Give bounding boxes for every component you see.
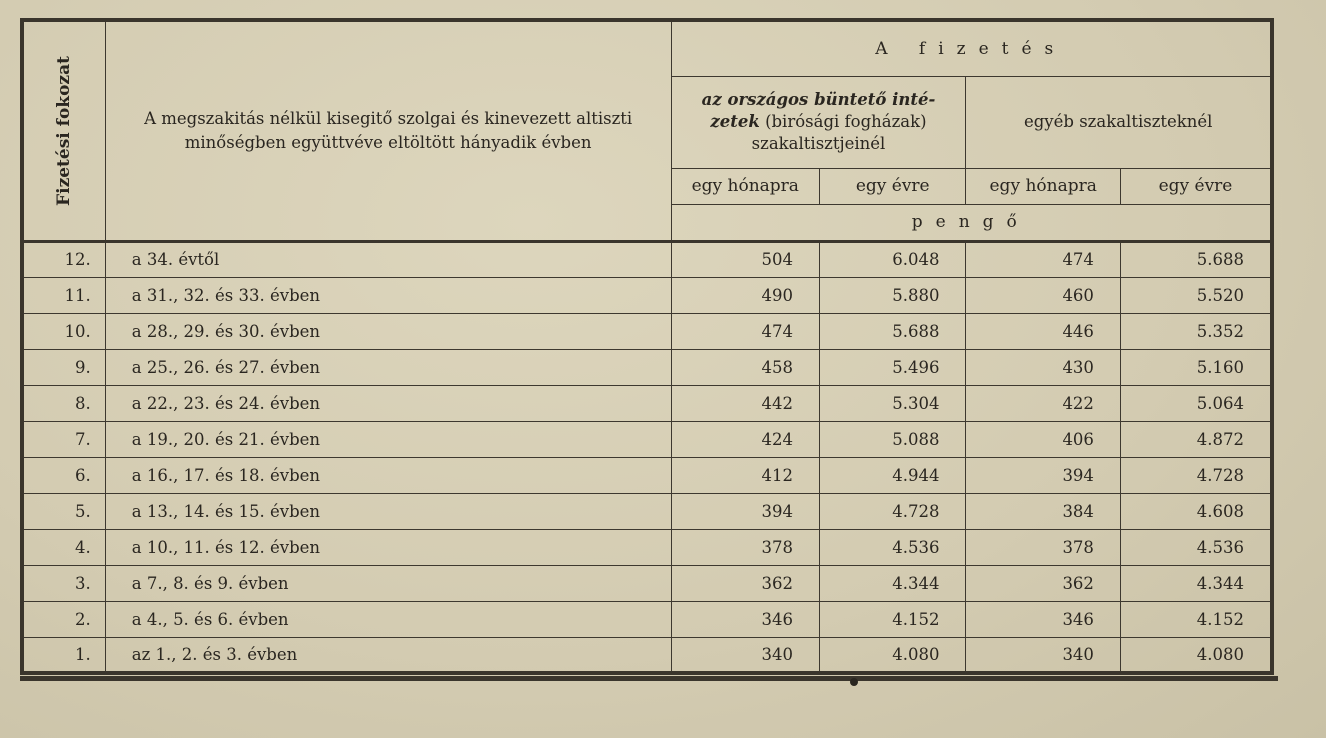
table-row (22, 313, 1272, 349)
year-other-cell: 5.520 (1120, 277, 1272, 313)
month-penal-cell: 378 (671, 529, 819, 565)
grade-cell: 6. (22, 457, 105, 493)
year-penal-cell: 5.304 (820, 385, 966, 421)
unit-label: pengő (671, 204, 1272, 241)
month-other-cell: 460 (966, 277, 1120, 313)
month-penal-cell: 504 (671, 241, 819, 277)
table-row (22, 421, 1272, 457)
grade-header-cell (22, 20, 105, 241)
month-other-cell: 474 (966, 241, 1120, 277)
year-other-cell: 4.080 (1120, 637, 1272, 673)
year-other-cell: 4.728 (1120, 457, 1272, 493)
year-penal-cell: 5.688 (820, 313, 966, 349)
month-other-cell: 422 (966, 385, 1120, 421)
month-penal-cell: 394 (671, 493, 819, 529)
month-other-cell: 378 (966, 529, 1120, 565)
year-other-cell: 5.688 (1120, 241, 1272, 277)
year-other-cell: 4.344 (1120, 565, 1272, 601)
bottom-rule (20, 676, 1278, 681)
grade-header-label: Fizetési fokozat (54, 55, 75, 206)
month-penal-cell: 424 (671, 421, 819, 457)
year-other-cell: 5.352 (1120, 313, 1272, 349)
year-other-cell: 4.872 (1120, 421, 1272, 457)
years-cell: a 19., 20. és 21. évben (105, 421, 671, 457)
year-penal-cell: 4.152 (820, 601, 966, 637)
table-row (22, 565, 1272, 601)
month-other-cell: 340 (966, 637, 1120, 673)
month-other-cell: 394 (966, 457, 1120, 493)
years-cell: a 31., 32. és 33. évben (105, 277, 671, 313)
grade-cell: 11. (22, 277, 105, 313)
month-penal-cell: 442 (671, 385, 819, 421)
grade-cell: 1. (22, 637, 105, 673)
table-row (22, 385, 1272, 421)
years-cell: a 34. évtől (105, 241, 671, 277)
table-row (22, 457, 1272, 493)
years-cell: a 4., 5. és 6. évben (105, 601, 671, 637)
year-penal-cell: 5.088 (820, 421, 966, 457)
grade-cell: 9. (22, 349, 105, 385)
col-year-2: egy évre (1120, 168, 1272, 204)
year-penal-cell: 6.048 (820, 241, 966, 277)
month-penal-cell: 490 (671, 277, 819, 313)
month-penal-cell: 458 (671, 349, 819, 385)
month-other-cell: 446 (966, 313, 1120, 349)
month-penal-cell: 340 (671, 637, 819, 673)
group-header-penal-rest: (birósági fogházak) szakaltisztjeinél (751, 112, 927, 153)
table-row (22, 349, 1272, 385)
years-cell: a 10., 11. és 12. évben (105, 529, 671, 565)
table-row (22, 529, 1272, 565)
year-other-cell: 4.608 (1120, 493, 1272, 529)
month-penal-cell: 346 (671, 601, 819, 637)
grade-cell: 8. (22, 385, 105, 421)
table-row (22, 601, 1272, 637)
month-other-cell: 406 (966, 421, 1120, 457)
grade-cell: 7. (22, 421, 105, 457)
month-other-cell: 384 (966, 493, 1120, 529)
table-row (22, 241, 1272, 277)
years-cell: az 1., 2. és 3. évben (105, 637, 671, 673)
salary-table (20, 18, 1274, 675)
group-header-penal-italic: az országos büntető inté-zetek (701, 90, 936, 131)
grade-cell: 5. (22, 493, 105, 529)
year-other-cell: 5.160 (1120, 349, 1272, 385)
year-penal-cell: 4.728 (820, 493, 966, 529)
month-other-cell: 362 (966, 565, 1120, 601)
year-other-cell: 4.152 (1120, 601, 1272, 637)
years-cell: a 16., 17. és 18. évben (105, 457, 671, 493)
years-cell: a 28., 29. és 30. évben (105, 313, 671, 349)
grade-cell: 3. (22, 565, 105, 601)
year-penal-cell: 5.880 (820, 277, 966, 313)
years-cell: a 7., 8. és 9. évben (105, 565, 671, 601)
year-other-cell: 5.064 (1120, 385, 1272, 421)
ink-dot (850, 678, 858, 686)
years-cell: a 25., 26. és 27. évben (105, 349, 671, 385)
month-penal-cell: 474 (671, 313, 819, 349)
year-penal-cell: 5.496 (820, 349, 966, 385)
group-header-penal (671, 76, 966, 168)
years-cell: a 13., 14. és 15. évben (105, 493, 671, 529)
col-month-2: egy hónapra (966, 168, 1120, 204)
table-row (22, 493, 1272, 529)
year-penal-cell: 4.536 (820, 529, 966, 565)
col-year-1: egy évre (820, 168, 966, 204)
table-row (22, 277, 1272, 313)
grade-cell: 2. (22, 601, 105, 637)
grade-cell: 10. (22, 313, 105, 349)
month-other-cell: 430 (966, 349, 1120, 385)
year-penal-cell: 4.344 (820, 565, 966, 601)
year-penal-cell: 4.080 (820, 637, 966, 673)
group-header-other: egyéb szakaltiszteknél (966, 76, 1272, 168)
grade-cell: 12. (22, 241, 105, 277)
description-header: A megszakitás nélkül kisegitő szolgai és kinevezett altiszti minőségben együttvéve eltöltött hányadik évben (105, 20, 671, 241)
col-month-1: egy hónapra (671, 168, 819, 204)
pay-title: A fizetés (671, 20, 1272, 76)
grade-cell: 4. (22, 529, 105, 565)
month-other-cell: 346 (966, 601, 1120, 637)
year-penal-cell: 4.944 (820, 457, 966, 493)
years-cell: a 22., 23. és 24. évben (105, 385, 671, 421)
month-penal-cell: 362 (671, 565, 819, 601)
table-body (22, 241, 1272, 673)
table-row (22, 637, 1272, 673)
year-other-cell: 4.536 (1120, 529, 1272, 565)
month-penal-cell: 412 (671, 457, 819, 493)
